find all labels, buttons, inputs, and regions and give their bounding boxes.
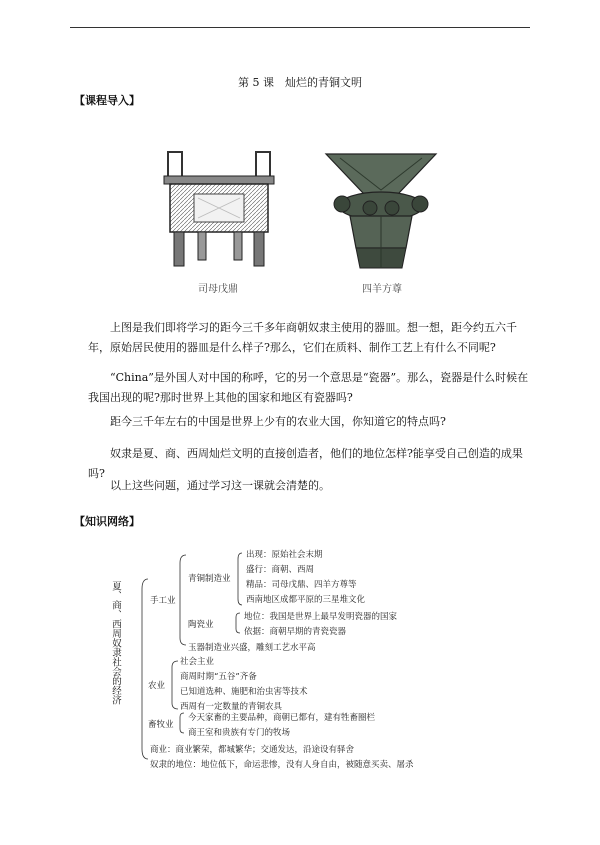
- network-bronze-item-2: 盛行：商朝、西周: [246, 565, 315, 575]
- network-agriculture: 农业: [148, 681, 166, 691]
- network-bronze-item-4: 西南地区成都平原的三星堆文化: [246, 595, 366, 605]
- zun-vessel-icon: [320, 150, 442, 272]
- network-jade: 玉器制造业兴盛，雕刻工艺水平高: [188, 643, 316, 653]
- network-bronze-item-3: 精品：司母戊鼎、四羊方尊等: [246, 580, 357, 590]
- ding-vessel-icon: [160, 148, 278, 273]
- network-agri-item-2: 商周时期“五谷”齐备: [180, 672, 257, 682]
- network-husbandry-item-2: 商王室和贵族有专门的牧场: [188, 728, 291, 738]
- network-husbandry: 畜牧业: [148, 720, 174, 730]
- network-bronze: 青铜制造业: [188, 574, 231, 584]
- intro-paragraph-1: 上图是我们即将学习的距今三千多年商朝奴隶主使用的器皿。想一想，距今约五六千年，原始居民使用的器皿是什么样子?那么，它们在质料、制作工艺上有什么不同呢?: [88, 321, 517, 354]
- network-root: 夏、商、西周奴隶社会的经济: [110, 581, 121, 705]
- intro-paragraph-2: “China”是外国人对中国的称呼，它的另一个意思是“瓷器”。那么，瓷器是什么时候在我国出现的呢?那时世界上其他的国家和地区有瓷器吗?: [88, 371, 529, 404]
- network-porcelain-item-1: 地位：我国是世界上最早发明瓷器的国家: [244, 612, 398, 622]
- figure-caption-zun: 四羊方尊: [362, 284, 402, 295]
- network-husbandry-item-1: 今天家畜的主要品种，商朝已都有，建有牲畜圈栏: [188, 713, 376, 723]
- header-rule: [70, 27, 530, 28]
- network-agri-item-3: 已知道选种、施肥和治虫害等技术: [180, 687, 308, 697]
- intro-paragraph-4: 奴隶是夏、商、西周灿烂文明的直接创造者，他们的地位怎样?能享受自己创造的成果吗?: [88, 447, 523, 480]
- network-agri-item-1: 社会主业: [180, 657, 215, 667]
- section-heading-network: 【知识网络】: [74, 515, 140, 528]
- intro-paragraph-3: 距今三千年左右的中国是世界上少有的农业大国，你知道它的特点吗?: [110, 415, 446, 428]
- network-porcelain-item-2: 依据：商朝早期的青瓷瓷器: [244, 627, 347, 637]
- network-slaves: 奴隶的地位：地位低下，命运悲惨，没有人身自由，被随意买卖、屠杀: [150, 760, 414, 770]
- network-porcelain: 陶瓷业: [188, 620, 214, 630]
- network-agri-item-4: 西周有一定数量的青铜农具: [180, 702, 283, 712]
- figure-caption-ding: 司母戊鼎: [198, 284, 238, 295]
- intro-paragraph-5: 以上这些问题，通过学习这一课就会清楚的。: [110, 479, 330, 492]
- lesson-title: 第 5 课 灿烂的青铜文明: [238, 76, 362, 89]
- section-heading-intro: 【课程导入】: [74, 94, 140, 107]
- network-bronze-item-1: 出现：原始社会末期: [246, 550, 323, 560]
- knowledge-network: [100, 543, 520, 783]
- network-commerce: 商业：商业繁荣，都城繁华；交通发达，沿途设有驿舍: [150, 745, 355, 755]
- network-handicraft: 手工业: [150, 596, 176, 606]
